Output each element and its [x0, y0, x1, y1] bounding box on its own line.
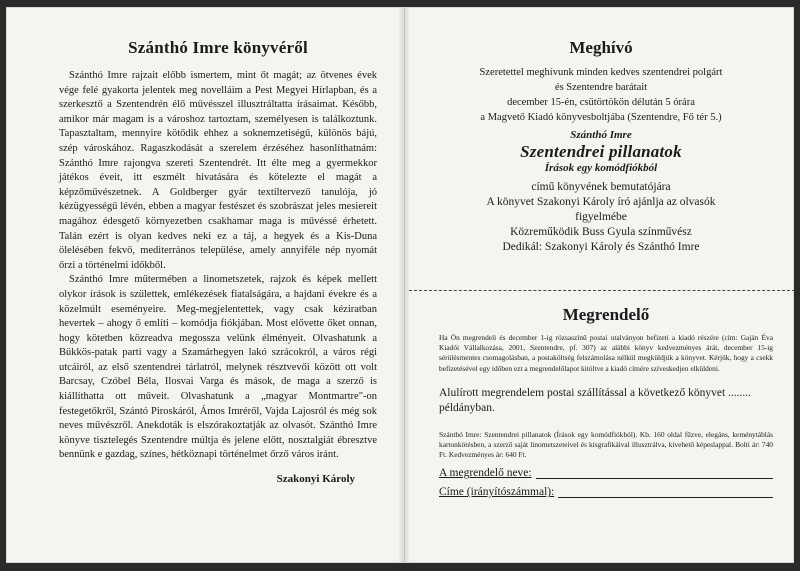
review-signature: Szakonyi Károly [276, 473, 355, 486]
invitation-detail-2: A könyvet Szakonyi Károly író ajánlja az olvasók [486, 196, 716, 208]
book-review-column [59, 38, 377, 485]
order-form [439, 305, 773, 498]
cut-here-dashed-line [409, 290, 795, 291]
orderer-address-line[interactable] [558, 486, 773, 498]
review-title: Szánthó Imre könyvéről [128, 38, 308, 57]
order-form-title: Megrendelő [562, 305, 650, 324]
fold-crease [404, 8, 405, 562]
invitation-detail-1: című könyvének bemutatójára [531, 181, 671, 193]
invitation-venue: a Magvető Kiadó könyvesboltjába (Szentendre, Fő tér 5.) [480, 112, 722, 123]
invitation-title: Meghívó [569, 38, 633, 57]
orderer-address-label: Címe (irányítószámmal): [439, 486, 555, 499]
order-instructions: Ha Ön megrendeli és december 1-ig rózsaszínű postai utalványon befizeti a kiadó részére (cím: Gaján Éva Kiadói Vállalkozása, 2001, Szentendre, pf. 307) az alábbi könyv kedvezményes árát, december 15-ig sérülésmentes csomagolásban, a postaköltség felszámolása nélkül megküldjük a könyvet. Kérjük, hogy a csekk befizetésével egy időben ezt a megrendelőlapot kitöltve a kiadó címére szíveskedjen elküldeni. [439, 333, 773, 373]
review-paragraph-1: Szánthó Imre rajzait előbb ismertem, mint őt magát; az ötvenes évek vége felé gyakorta jelentek meg novelláim a Pest Megyei Hírlapban, és a szerkesztő a Szentendrén élő művésszel illusztráltatta írásaimat. Később, amikor már magam is a városhoz tartoztam, személyesen is találkoztunk. Tapasztaltam, mennyire kötődik ehhez a soknemzetiségű, különös bájú, szép városkához. Ragaszkodását a szerelem érzéséhez hasonlíthatnám: Szánthó Imre rajongva szereti Szentendrét. Itt élte meg a gyermekkor játékos éveit, itt eszmélt hivatására és kötelezte el magát a képzőművészetnek. A Goldberger gyár textiltervező tanulója, jó kézügyességű lévén, ebben a magyar festészet és szobrászat jeles mesiereit magához édesgető környezetben csakhamar maga is művéssé érhetett. Talán ezért is olyan kedves neki ez a táj, a hegyek és a Kis-Duna ölelésében fekvő, mediterrános települése, amely annyiféle nép nyomát őrzi a történelmi időkből. [59, 70, 377, 271]
invitation-section [427, 38, 775, 255]
invitation-detail-4: Közreműködik Buss Gyula színművész [510, 226, 692, 238]
invitation-detail-3: figyelmébe [575, 211, 627, 223]
invitation-line-1: Szeretettel meghívunk minden kedves szentendrei polgárt [479, 67, 723, 78]
invitation-sheet [6, 7, 794, 563]
orderer-name-label: A megrendelő neve: [439, 467, 532, 480]
order-book-info: Szánthó Imre: Szentendrei pillanatok (Írások egy komódfiókból). Kb. 160 oldal fűzve, elegáns, keménytáblás kartonkötésben, a szerző saját linometszeteivel és kisgrafikáival illusztrálva, kivehető képeslappal. Bolti ár: 740 Ft. Kedvezményes ár: 640 Ft. [439, 429, 773, 460]
book-title: Szentendrei pillanatok [520, 142, 682, 161]
invitation-line-2: és Szentendre barátait [554, 82, 648, 93]
orderer-name-field[interactable] [439, 467, 773, 479]
order-statement: Alulírott megrendelem postai szállítással a következő könyvet ........ példányban. [439, 386, 752, 414]
invitation-date: december 15-én, csütörtökön délután 5 órára [507, 97, 695, 108]
invitation-detail-5: Dedikál: Szakonyi Károly és Szánthó Imre [502, 241, 700, 253]
review-paragraph-2: Szánthó Imre műtermében a linometszetek, rajzok és képek mellett olykor írások is születtek, emlékezések fiatalságára, a hajdani évekre és a közelmúlt eseményeire. Meg-megjelentettek, vagy csak kéziratban hevertek – ahogy ő említi – komódja fiókjában. Most elővette őket onnan, hogy kötetben közreadva megossza velünk élményeit. Olvashatunk a Bükkös-patak parti vagy a Szamárhegyen lakó szrácokról, a város régi utcáiról, az első szentendrei tárlatról, melynek résztvevői között ott volt Barcsay, Czóbel Béla, Ilosvai Varga és mások, de maga a szerző is kiállíthatta ott műveit. Olvashatunk a „magyar Montmartre"-on festegetőkről, Szántó Piroskáról, Ámos Imréről, Vajda Lajosról és még sok neves művészről. Anekdoták is elszórakoztatják az olvasót. Szánthó Imre könyve tisztelegés Szentendre múltja és jelene előtt, nosztalgiát ébresztve bennünk e gazdag, színes, hétköznapi történelmet őrző város iránt. [59, 274, 377, 461]
book-subtitle: Írások egy komódfiókból [544, 162, 658, 174]
orderer-address-field[interactable] [439, 486, 773, 498]
book-author: Szánthó Imre [570, 129, 632, 141]
orderer-name-line[interactable] [536, 467, 773, 479]
